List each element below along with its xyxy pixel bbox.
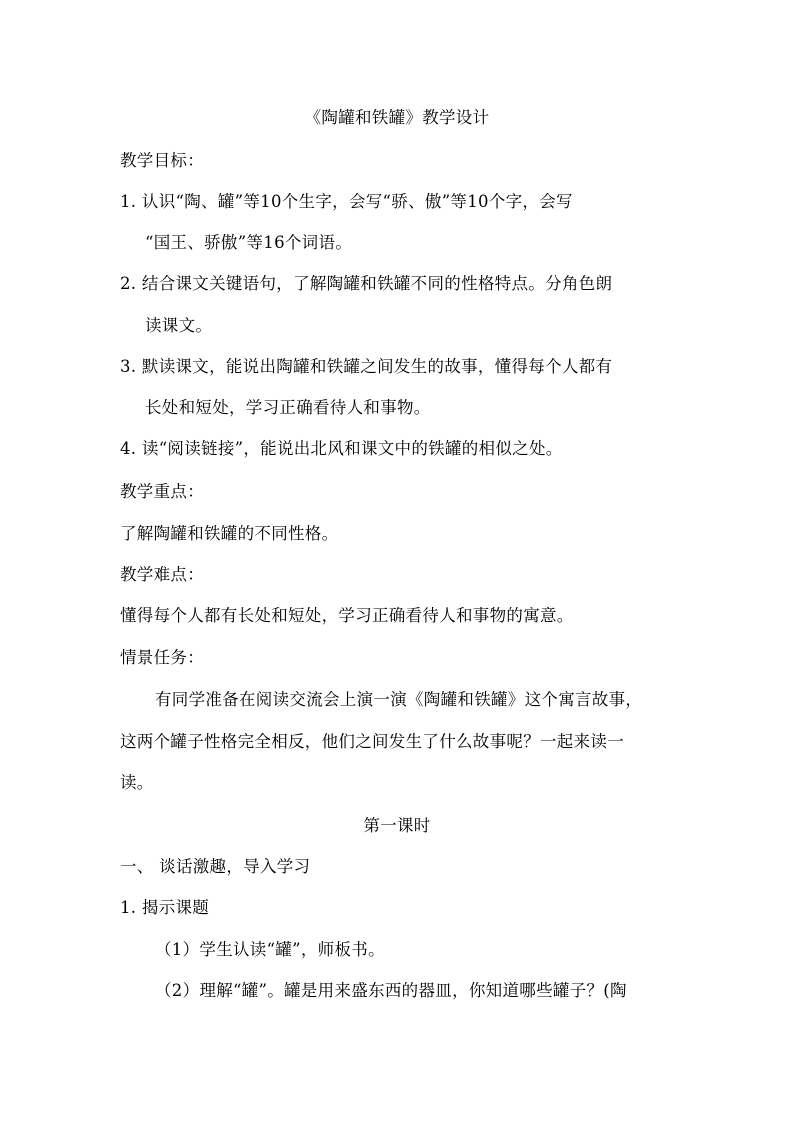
scenario-line-3: 读。 (120, 773, 154, 792)
lesson-heading: 第一课时 (363, 816, 431, 835)
objective-1-line-1: 1. 认识“陶、罐”等10个生字，会写“骄、傲”等10个字，会写 (120, 192, 573, 211)
objective-4: 4. 读“阅读链接”，能说出北风和课文中的铁罐的相似之处。 (120, 439, 563, 458)
scenario-line-1: 有同学准备在阅读交流会上演一演《陶罐和铁罐》这个寓言故事， (155, 690, 643, 709)
difficulties-heading: 教学难点： (120, 565, 204, 584)
step-1-1: （1）学生认读“罐”，师板书。 (155, 940, 385, 959)
objective-2-line-1: 2. 结合课文关键语句，了解陶罐和铁罐不同的性格特点。分角色朗 (120, 274, 613, 293)
objectives-heading: 教学目标： (120, 151, 204, 170)
objective-2-line-2: 读课文。 (145, 316, 213, 335)
step-1: 1. 揭示课题 (120, 898, 210, 917)
key-points-text: 了解陶罐和铁罐的不同性格。 (120, 524, 339, 543)
scenario-heading: 情景任务： (120, 648, 204, 667)
objective-1-line-2: “国王、骄傲”等16个词语。 (145, 233, 353, 252)
objective-3-line-2: 长处和短处，学习正确看待人和事物。 (145, 398, 431, 417)
difficulties-text: 懂得每个人都有长处和短处，学习正确看待人和事物的寓意。 (120, 606, 574, 625)
objective-3-line-1: 3. 默读课文，能说出陶罐和铁罐之间发生的故事，懂得每个人都有 (120, 357, 613, 376)
section-1-heading: 一、 谈话激趣，导入学习 (120, 857, 311, 876)
key-points-heading: 教学重点： (120, 482, 204, 501)
step-1-2: （2）理解“罐”。罐是用来盛东西的器皿，你知道哪些罐子？(陶 (155, 981, 627, 1000)
document-title: 《陶罐和铁罐》教学设计 (304, 108, 490, 127)
scenario-line-2: 这两个罐子性格完全相反，他们之间发生了什么故事呢？一起来读一 (120, 732, 624, 751)
